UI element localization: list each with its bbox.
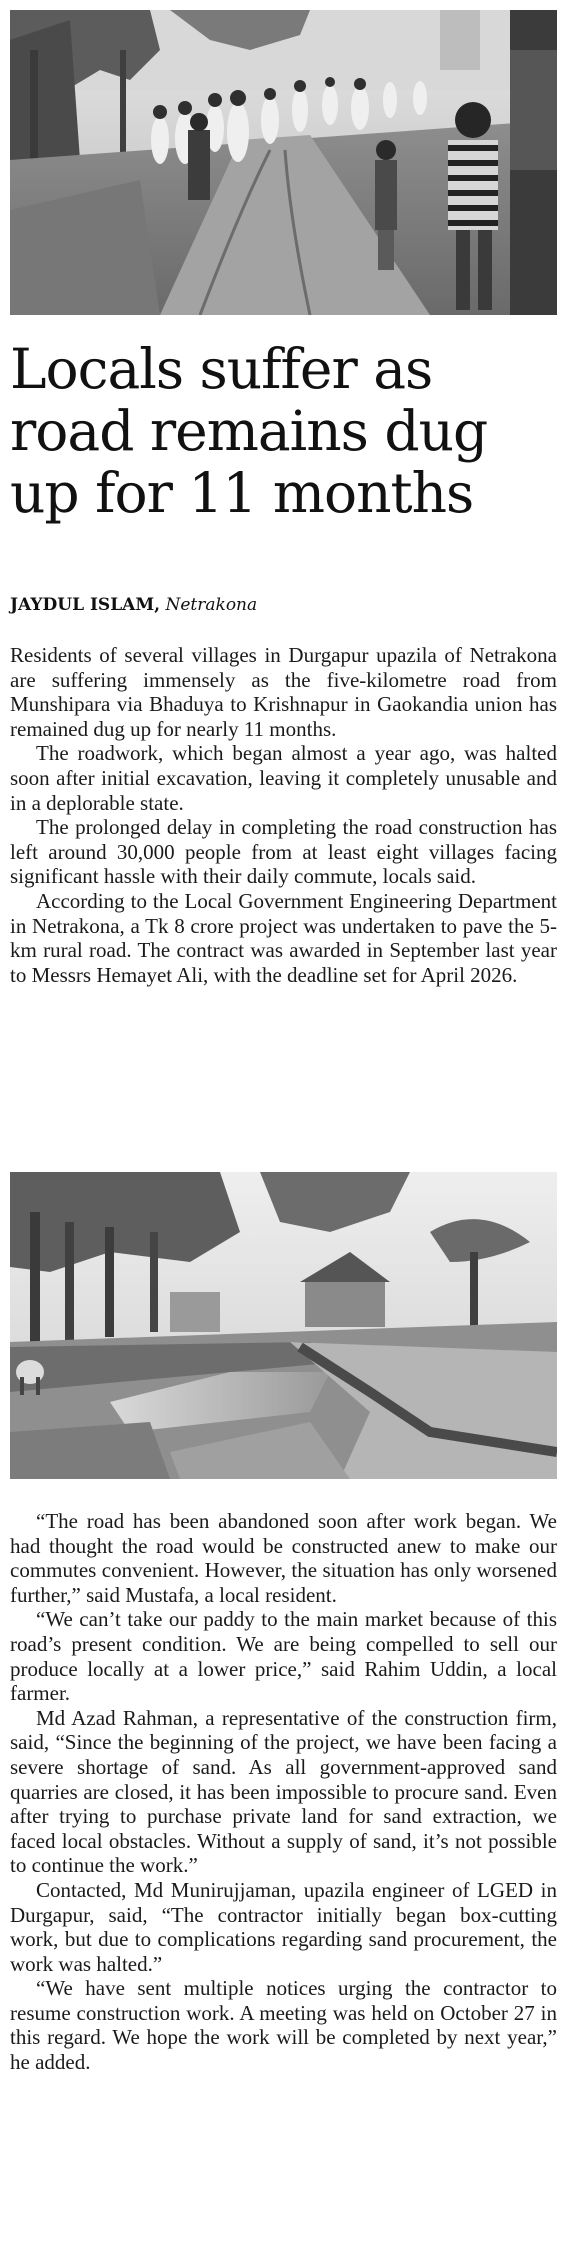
body-paragraph: Residents of several villages in Durgapur upazila of Netrakona are suffering immensely as the five-kilometre road from Munshipara via Bhaduya to Krishnapur in Gaokandia union has remained dug up for nearly 11 months. <box>10 643 557 741</box>
byline <box>10 595 257 615</box>
article-headline <box>10 338 557 524</box>
headline-line-1: Locals suffer as <box>10 337 433 401</box>
photo-graphic <box>10 1172 557 1479</box>
villagers-on-dug-road-photo <box>10 10 557 315</box>
body-paragraph: Contacted, Md Munirujjaman, upazila engineer of LGED in Durgapur, said, “The contractor initially began box-cutting work, but due to complications regarding sand procurement, the work was halted.” <box>10 1877 557 1976</box>
body-paragraph: According to the Local Government Engineering Department in Netrakona, a Tk 8 crore project was undertaken to pave the 5-km rural road. The contract was awarded in September last year to Messrs Hemayet Ali, with the deadline set for April 2026. <box>10 888 557 987</box>
byline-author: JAYDUL ISLAM, <box>10 595 161 615</box>
byline-location: Netrakona <box>165 595 258 615</box>
photo-graphic <box>10 10 557 315</box>
article-body-part-2 <box>10 1509 557 2075</box>
headline-line-2: road remains dug <box>10 399 488 463</box>
body-paragraph: “The road has been abandoned soon after work began. We had thought the road would be constructed anew to make our commutes convenient. However, the situation has only worsened further,” said Mustafa, a local resident. <box>10 1509 557 1607</box>
body-paragraph: Md Azad Rahman, a representative of the construction firm, said, “Since the beginning of the project, we have been facing a severe shortage of sand. As all government-approved sand quarries are closed, it has been impossible to procure sand. Even after trying to purchase private land for sand extraction, we faced local obstacles. Without a supply of sand, it’s not possible to continue the work.” <box>10 1705 557 1878</box>
flooded-road-trench-photo <box>10 1172 557 1479</box>
body-paragraph: The roadwork, which began almost a year ago, was halted soon after initial excavation, leaving it completely unusable and in a deplorable state. <box>10 741 557 815</box>
body-paragraph: “We have sent multiple notices urging the contractor to resume construction work. A meeting was held on October 27 in this regard. We hope the work will be completed by next year,” he added. <box>10 1976 557 2075</box>
body-paragraph: “We can’t take our paddy to the main market because of this road’s present condition. We are being compelled to sell our produce locally at a lower price,” said Rahim Uddin, a local farmer. <box>10 1607 557 1706</box>
headline-line-3: up for 11 months <box>10 461 474 525</box>
body-paragraph: The prolonged delay in completing the road construction has left around 30,000 people from at least eight villages facing significant hassle with their daily commute, locals said. <box>10 815 557 889</box>
article-body-part-1 <box>10 643 557 987</box>
